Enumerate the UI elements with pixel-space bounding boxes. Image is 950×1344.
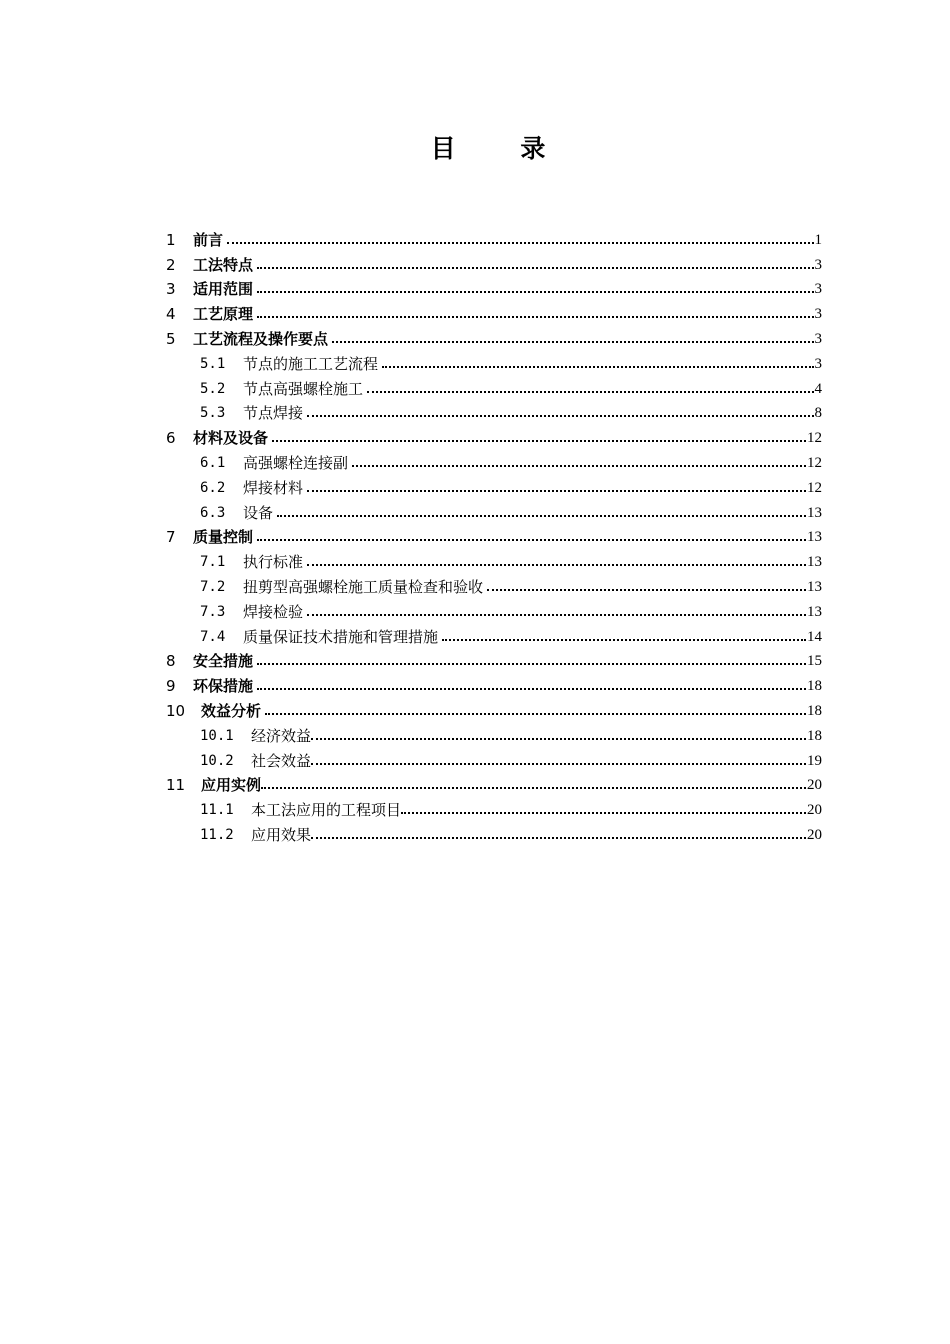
toc-entry[interactable] [166, 820, 822, 845]
toc-entry[interactable] [166, 572, 822, 597]
dot-leader [261, 787, 806, 789]
toc-entry[interactable] [166, 250, 822, 275]
dot-leader [257, 688, 806, 690]
toc-entry-number: 11 [166, 776, 186, 795]
toc-entry-number: 7 [166, 528, 176, 547]
toc-entry-number: 7.2 [200, 578, 226, 595]
toc-entry-number: 5.1 [200, 355, 226, 372]
toc-entry-page: 13 [807, 578, 822, 595]
toc-entry-number: 6.1 [200, 454, 226, 471]
dot-leader [487, 589, 806, 591]
dot-leader [332, 341, 813, 343]
toc-entry-label: 质量保证技术措施和管理措施 [243, 627, 439, 646]
dot-leader [257, 291, 813, 293]
toc-entry-page: 18 [807, 727, 822, 744]
dot-leader [257, 663, 806, 665]
toc-entry-label: 前言 [193, 230, 224, 249]
toc-entry-number: 7.4 [200, 628, 226, 645]
toc-entry-label: 设备 [243, 503, 274, 522]
toc-entry-page: 3 [814, 256, 822, 273]
toc-entry[interactable] [166, 622, 822, 647]
toc-entry-number: 11.1 [200, 802, 234, 819]
toc-entry-page: 3 [814, 355, 822, 372]
toc-entry[interactable] [166, 746, 822, 771]
toc-entry[interactable] [166, 647, 822, 672]
table-of-contents [166, 225, 822, 845]
toc-entry[interactable] [166, 597, 822, 622]
toc-entry[interactable] [166, 324, 822, 349]
dot-leader [257, 316, 813, 318]
toc-entry-label: 工艺原理 [193, 305, 254, 324]
toc-entry[interactable] [166, 423, 822, 448]
toc-entry-page: 18 [807, 678, 822, 695]
dot-leader [401, 812, 806, 814]
toc-entry-number: 11.2 [200, 826, 234, 843]
toc-entry-number: 10.1 [200, 727, 234, 744]
dot-leader [311, 837, 806, 839]
toc-entry-page: 8 [814, 405, 822, 422]
toc-entry-page: 18 [807, 702, 822, 719]
toc-entry-page: 12 [807, 454, 822, 471]
dot-leader [257, 267, 813, 269]
dot-leader [227, 242, 813, 244]
dot-leader [382, 366, 813, 368]
toc-entry-label: 本工法应用的工程项目 [251, 801, 402, 820]
toc-entry[interactable] [166, 299, 822, 324]
toc-entry-label: 应用效果 [251, 825, 312, 844]
toc-entry-label: 节点焊接 [243, 404, 304, 423]
toc-entry-number: 5.2 [200, 380, 226, 397]
dot-leader [442, 639, 806, 641]
toc-entry-label: 应用实例 [201, 776, 262, 795]
toc-entry-number: 5 [166, 329, 176, 348]
toc-entry-label: 经济效益 [251, 726, 312, 745]
dot-leader [257, 539, 806, 541]
toc-entry-number: 6.2 [200, 479, 226, 496]
toc-entry[interactable] [166, 374, 822, 399]
toc-entry-number: 6.3 [200, 504, 226, 521]
toc-entry-page: 20 [807, 826, 822, 843]
toc-entry-page: 3 [814, 330, 822, 347]
dot-leader [307, 415, 813, 417]
toc-entry-page: 14 [807, 628, 822, 645]
toc-entry-number: 1 [166, 230, 176, 249]
toc-entry[interactable] [166, 523, 822, 548]
toc-entry-number: 10.2 [200, 752, 234, 769]
toc-entry-page: 15 [807, 653, 822, 670]
toc-entry-number: 5.3 [200, 405, 226, 422]
toc-entry-label: 社会效益 [251, 751, 312, 770]
toc-entry-page: 20 [807, 777, 822, 794]
toc-entry-number: 3 [166, 280, 176, 299]
toc-entry[interactable] [166, 448, 822, 473]
toc-entry-label: 效益分析 [201, 701, 262, 720]
toc-entry-number: 2 [166, 255, 176, 274]
toc-entry[interactable] [166, 399, 822, 424]
toc-entry-label: 工法特点 [193, 255, 254, 274]
toc-entry[interactable] [166, 275, 822, 300]
toc-entry-number: 10 [166, 701, 186, 720]
dot-leader [265, 713, 806, 715]
toc-entry[interactable] [166, 547, 822, 572]
toc-entry-page: 13 [807, 554, 822, 571]
toc-entry-page: 12 [807, 479, 822, 496]
toc-entry-page: 19 [807, 752, 822, 769]
toc-entry-label: 安全措施 [193, 652, 254, 671]
dot-leader [307, 490, 806, 492]
toc-entry[interactable] [166, 671, 822, 696]
dot-leader [272, 440, 806, 442]
toc-entry-number: 6 [166, 429, 176, 448]
toc-entry[interactable] [166, 696, 822, 721]
toc-entry[interactable] [166, 771, 822, 796]
toc-entry-label: 适用范围 [193, 280, 254, 299]
toc-entry-page: 13 [807, 529, 822, 546]
toc-entry-label: 高强螺栓连接副 [243, 453, 349, 472]
toc-entry-number: 7.3 [200, 603, 226, 620]
dot-leader [307, 564, 806, 566]
toc-entry-page: 1 [814, 231, 822, 248]
toc-entry-page: 3 [814, 306, 822, 323]
dot-leader [277, 515, 806, 517]
toc-entry-label: 工艺流程及操作要点 [193, 329, 329, 348]
toc-entry-label: 扭剪型高强螺栓施工质量检查和验收 [243, 577, 484, 596]
toc-entry[interactable] [166, 498, 822, 523]
toc-entry[interactable] [166, 795, 822, 820]
toc-entry-label: 焊接检验 [243, 602, 304, 621]
dot-leader [352, 465, 806, 467]
toc-entry-page: 3 [814, 281, 822, 298]
toc-entry[interactable] [166, 721, 822, 746]
toc-entry-number: 7.1 [200, 554, 226, 571]
toc-entry-number: 4 [166, 305, 176, 324]
toc-entry-number: 9 [166, 677, 176, 696]
dot-leader [307, 614, 806, 616]
toc-entry-label: 质量控制 [193, 528, 254, 547]
toc-entry-page: 4 [814, 380, 822, 397]
dot-leader [367, 391, 813, 393]
toc-entry-label: 节点高强螺栓施工 [243, 379, 364, 398]
toc-entry-label: 执行标准 [243, 553, 304, 572]
toc-entry-number: 8 [166, 652, 176, 671]
page-title: 目 录 [430, 134, 574, 163]
toc-entry-label: 环保措施 [193, 677, 254, 696]
dot-leader [311, 738, 806, 740]
toc-entry-label: 节点的施工工艺流程 [243, 354, 379, 373]
toc-entry-page: 20 [807, 802, 822, 819]
toc-entry-label: 材料及设备 [193, 429, 269, 448]
toc-entry-page: 13 [807, 504, 822, 521]
toc-entry[interactable] [166, 473, 822, 498]
toc-entry-page: 12 [807, 430, 822, 447]
toc-entry-label: 焊接材料 [243, 478, 304, 497]
toc-entry[interactable] [166, 225, 822, 250]
dot-leader [311, 763, 806, 765]
toc-entry[interactable] [166, 349, 822, 374]
toc-entry-page: 13 [807, 603, 822, 620]
